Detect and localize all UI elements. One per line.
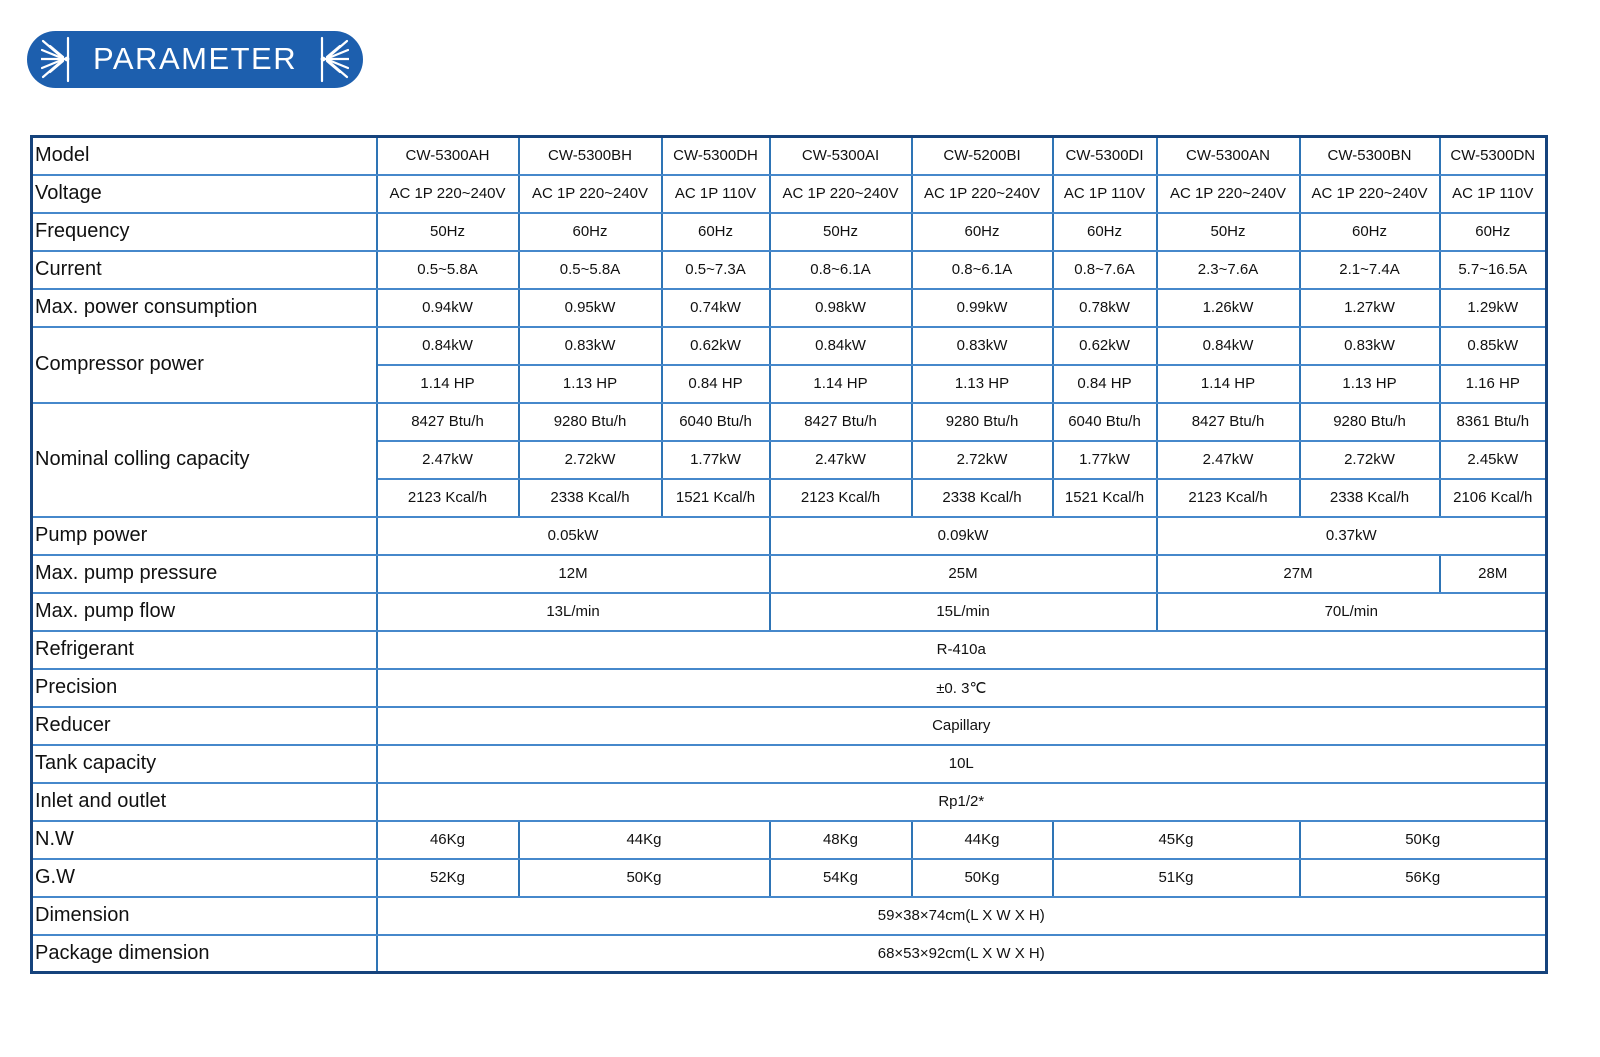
cell: ±0. 3℃	[377, 669, 1547, 707]
cell: CW-5300AH	[377, 137, 519, 175]
cell: 0.8~6.1A	[770, 251, 912, 289]
cell: AC 1P 110V	[1053, 175, 1157, 213]
row-label: Frequency	[32, 213, 377, 251]
cell: 9280 Btu/h	[1300, 403, 1440, 441]
cell: 44Kg	[912, 821, 1053, 859]
laser-burst-icon-right	[309, 36, 349, 83]
cell: 0.83kW	[519, 327, 662, 365]
cell: 1.77kW	[1053, 441, 1157, 479]
cell: 50Kg	[912, 859, 1053, 897]
row-label: Max. pump pressure	[32, 555, 377, 593]
cell: 1.27kW	[1300, 289, 1440, 327]
cell: 6040 Btu/h	[1053, 403, 1157, 441]
cell: 2123 Kcal/h	[377, 479, 519, 517]
cell: CW-5300DN	[1440, 137, 1547, 175]
cell: 0.84kW	[377, 327, 519, 365]
cell: AC 1P 220~240V	[1157, 175, 1300, 213]
cell: AC 1P 220~240V	[912, 175, 1053, 213]
cell: AC 1P 220~240V	[519, 175, 662, 213]
cell: 70L/min	[1157, 593, 1547, 631]
cell: 1.13 HP	[1300, 365, 1440, 403]
cell: 0.5~5.8A	[377, 251, 519, 289]
cell: 68×53×92cm(L X W X H)	[377, 935, 1547, 973]
cell: AC 1P 220~240V	[1300, 175, 1440, 213]
cell: 59×38×74cm(L X W X H)	[377, 897, 1547, 935]
cell: 50Kg	[1300, 821, 1547, 859]
cell: 2338 Kcal/h	[519, 479, 662, 517]
cell: 1.13 HP	[912, 365, 1053, 403]
row-label: Pump power	[32, 517, 377, 555]
cell: 0.37kW	[1157, 517, 1547, 555]
cell: 1.16 HP	[1440, 365, 1547, 403]
cell: 1.14 HP	[1157, 365, 1300, 403]
cell: 60Hz	[662, 213, 770, 251]
cell: AC 1P 110V	[1440, 175, 1547, 213]
badge-title: PARAMETER	[93, 41, 298, 76]
row-label: N.W	[32, 821, 377, 859]
cell: 0.8~6.1A	[912, 251, 1053, 289]
cell: CW-5300BH	[519, 137, 662, 175]
row-label: Compressor power	[32, 327, 377, 403]
row-label: Max. power consumption	[32, 289, 377, 327]
cell: 2.72kW	[912, 441, 1053, 479]
cell: 2.3~7.6A	[1157, 251, 1300, 289]
cell: 2.47kW	[770, 441, 912, 479]
cell: 50Hz	[1157, 213, 1300, 251]
cell: 2.47kW	[1157, 441, 1300, 479]
cell: 9280 Btu/h	[519, 403, 662, 441]
cell: 0.99kW	[912, 289, 1053, 327]
cell: 0.5~5.8A	[519, 251, 662, 289]
cell: 1.14 HP	[770, 365, 912, 403]
cell: 0.09kW	[770, 517, 1157, 555]
row-label: Reducer	[32, 707, 377, 745]
cell: 2.47kW	[377, 441, 519, 479]
cell: 2123 Kcal/h	[770, 479, 912, 517]
cell: R-410a	[377, 631, 1547, 669]
row-label: Tank capacity	[32, 745, 377, 783]
cell: 2.72kW	[519, 441, 662, 479]
cell: 0.5~7.3A	[662, 251, 770, 289]
cell: 0.74kW	[662, 289, 770, 327]
cell: 25M	[770, 555, 1157, 593]
cell: 9280 Btu/h	[912, 403, 1053, 441]
cell: CW-5300DI	[1053, 137, 1157, 175]
cell: 6040 Btu/h	[662, 403, 770, 441]
cell: 8427 Btu/h	[770, 403, 912, 441]
cell: 0.98kW	[770, 289, 912, 327]
cell: 0.84 HP	[1053, 365, 1157, 403]
cell: 8361 Btu/h	[1440, 403, 1547, 441]
cell: CW-5300DH	[662, 137, 770, 175]
row-label: Dimension	[32, 897, 377, 935]
cell: Rp1/2*	[377, 783, 1547, 821]
laser-burst-icon-left	[41, 36, 81, 83]
cell: 1.13 HP	[519, 365, 662, 403]
cell: 1.14 HP	[377, 365, 519, 403]
cell: 50Hz	[770, 213, 912, 251]
cell: 15L/min	[770, 593, 1157, 631]
row-label: Voltage	[32, 175, 377, 213]
cell: 2.45kW	[1440, 441, 1547, 479]
row-label: Refrigerant	[32, 631, 377, 669]
cell: 1521 Kcal/h	[662, 479, 770, 517]
cell: 2.1~7.4A	[1300, 251, 1440, 289]
cell: CW-5200BI	[912, 137, 1053, 175]
cell: 8427 Btu/h	[1157, 403, 1300, 441]
cell: 44Kg	[519, 821, 770, 859]
row-label: Max. pump flow	[32, 593, 377, 631]
cell: 1.77kW	[662, 441, 770, 479]
cell: 50Kg	[519, 859, 770, 897]
cell: 2.72kW	[1300, 441, 1440, 479]
cell: 13L/min	[377, 593, 770, 631]
cell: 1521 Kcal/h	[1053, 479, 1157, 517]
cell: 0.95kW	[519, 289, 662, 327]
parameter-table	[30, 135, 1548, 974]
cell: 2123 Kcal/h	[1157, 479, 1300, 517]
cell: Capillary	[377, 707, 1547, 745]
cell: 46Kg	[377, 821, 519, 859]
cell: 60Hz	[519, 213, 662, 251]
cell: 0.83kW	[1300, 327, 1440, 365]
row-label: Inlet and outlet	[32, 783, 377, 821]
cell: CW-5300AI	[770, 137, 912, 175]
cell: 1.26kW	[1157, 289, 1300, 327]
row-label: G.W	[32, 859, 377, 897]
row-label: Model	[32, 137, 377, 175]
cell: 51Kg	[1053, 859, 1300, 897]
cell: 56Kg	[1300, 859, 1547, 897]
cell: 45Kg	[1053, 821, 1300, 859]
parameter-badge	[27, 31, 363, 88]
cell: 0.8~7.6A	[1053, 251, 1157, 289]
cell: 0.62kW	[662, 327, 770, 365]
cell: 0.85kW	[1440, 327, 1547, 365]
cell: AC 1P 110V	[662, 175, 770, 213]
cell: 0.78kW	[1053, 289, 1157, 327]
cell: CW-5300BN	[1300, 137, 1440, 175]
cell: 2338 Kcal/h	[912, 479, 1053, 517]
cell: 0.84 HP	[662, 365, 770, 403]
cell: 60Hz	[1300, 213, 1440, 251]
cell: 50Hz	[377, 213, 519, 251]
cell: 0.62kW	[1053, 327, 1157, 365]
row-label: Precision	[32, 669, 377, 707]
cell: 54Kg	[770, 859, 912, 897]
cell: 27M	[1157, 555, 1440, 593]
cell: 12M	[377, 555, 770, 593]
cell: 48Kg	[770, 821, 912, 859]
cell: 52Kg	[377, 859, 519, 897]
cell: 2106 Kcal/h	[1440, 479, 1547, 517]
cell: 2338 Kcal/h	[1300, 479, 1440, 517]
cell: CW-5300AN	[1157, 137, 1300, 175]
cell: 10L	[377, 745, 1547, 783]
row-label: Package dimension	[32, 935, 377, 973]
cell: AC 1P 220~240V	[770, 175, 912, 213]
cell: 60Hz	[1053, 213, 1157, 251]
cell: 28M	[1440, 555, 1547, 593]
cell: AC 1P 220~240V	[377, 175, 519, 213]
cell: 0.94kW	[377, 289, 519, 327]
cell: 0.05kW	[377, 517, 770, 555]
cell: 0.84kW	[770, 327, 912, 365]
cell: 60Hz	[1440, 213, 1547, 251]
cell: 5.7~16.5A	[1440, 251, 1547, 289]
row-label: Nominal colling capacity	[32, 403, 377, 517]
cell: 8427 Btu/h	[377, 403, 519, 441]
cell: 1.29kW	[1440, 289, 1547, 327]
cell: 0.83kW	[912, 327, 1053, 365]
cell: 60Hz	[912, 213, 1053, 251]
cell: 0.84kW	[1157, 327, 1300, 365]
row-label: Current	[32, 251, 377, 289]
